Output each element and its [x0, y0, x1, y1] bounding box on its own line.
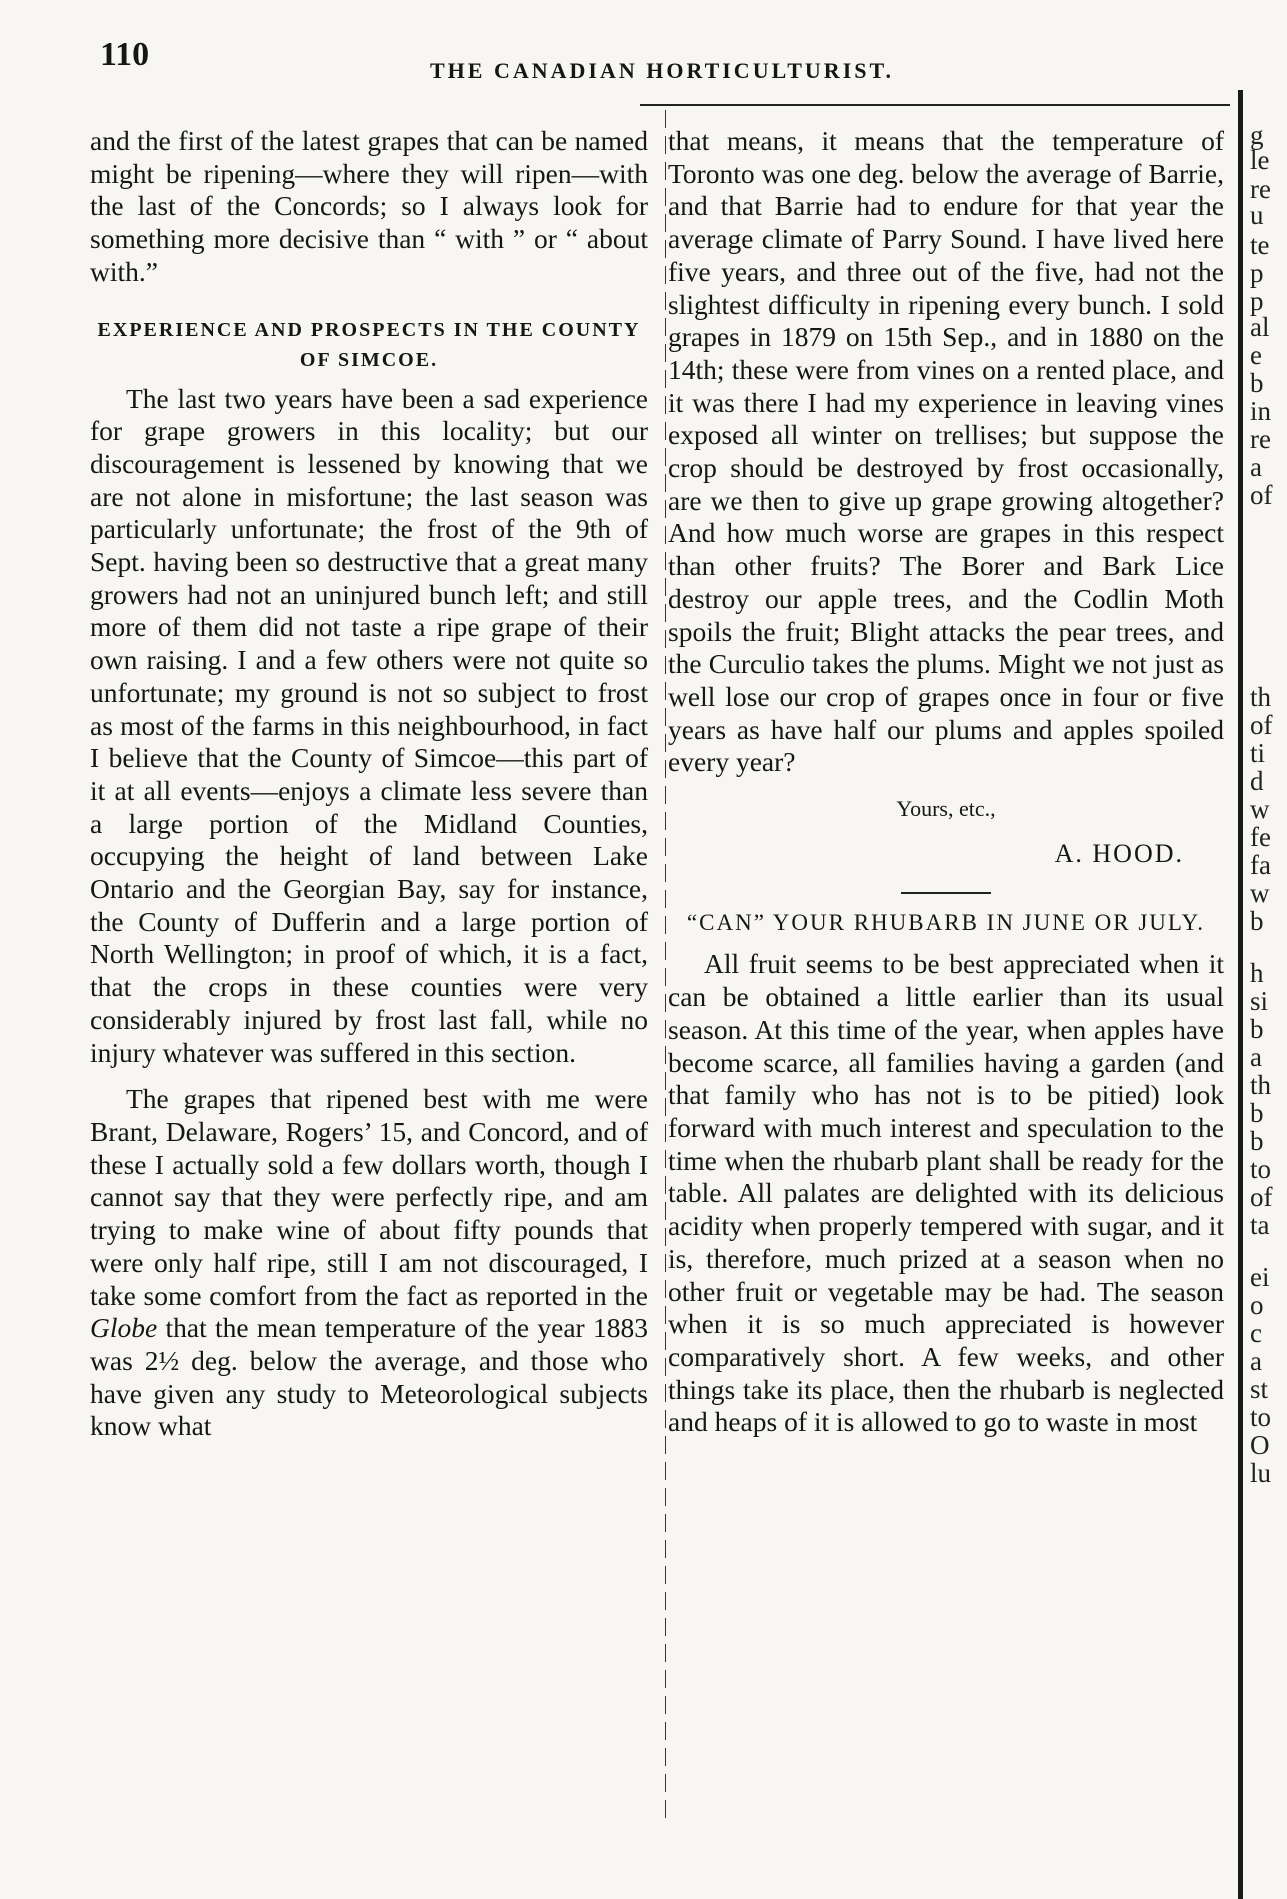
adjacent-page-fragment: a: [1250, 1042, 1262, 1072]
adjacent-page-fragment: ta: [1250, 1210, 1270, 1240]
section-heading-simcoe: EXPERIENCE AND PROSPECTS IN THE COUNTY OF SIMCOE.: [97, 318, 641, 371]
page-number: 110: [100, 36, 150, 73]
section-heading-rhubarb: “CAN” YOUR RHUBARB IN JUNE OR JULY.: [686, 910, 1206, 936]
paragraph-rhubarb: All fruit seems to be best appreciated when it can be obtained a little earlier than its usual season. At this time of the year, when apples have become scarce, all families having a garden (and that family who has not is to be pitied) look forward with much interest and speculation to the time when the rhubarb plant shall be ready for the table. All palates are delighted with its delicious acidity when properly tempered with sugar, and it is, therefore, much prized at a season when no other fruit or vegetable may be had. The season when it is so much appreciated is however comparatively short. A few weeks, and other things take its place, then the rhubarb is neglected and heaps of it is allowed to go to waste in most: [668, 948, 1224, 1438]
adjacent-page-fragment: re: [1250, 424, 1271, 454]
adjacent-page-fragment: a: [1250, 452, 1262, 482]
newspaper-title: Globe: [90, 1312, 158, 1344]
paragraph-simcoe-2-end: that the mean temperature of the year 1883 was 2½ deg. below the average, and those who have given any study to Meteorological subjects know what: [90, 1312, 648, 1442]
adjacent-page-fragment: c: [1250, 1318, 1262, 1348]
header-rule: [640, 104, 1230, 106]
adjacent-page-fragment: si: [1250, 986, 1269, 1016]
paragraph-continued: that means, it means that the temperature of Toronto was one deg. below the average of Barrie, and that Barrie had to endure for that year the average climate of Parry Sound. I have lived here five years, and three out of the five, had not the slightest difficulty in ripening every bunch. I sold grapes in 1879 on 15th Sep., and in 1880 on the 14th; these were from vines on a rented place, and it was there I had my experience in leaving vines exposed all winter on trellises; but suppose the crop should be destroyed by frost occasionally, are we then to give up grape growing altogether? And how much worse are grapes in this respect than other fruits? The Borer and Bark Lice destroy our apple trees, and the Codlin Moth spoils the fruit; Blight attacks the pear trees, and the Curculio takes the plums. Might we not just as well lose our crop of grapes once in four or five years as have half our plums and apples spoiled every year?: [668, 125, 1224, 778]
right-column: [668, 125, 1224, 1439]
adjacent-page-fragment: of: [1250, 1182, 1273, 1212]
adjacent-page-fragment: w: [1250, 878, 1270, 908]
adjacent-page-fragment: st: [1250, 1374, 1269, 1404]
adjacent-page-fragment: fe: [1250, 822, 1271, 852]
column-divider: [665, 110, 666, 1820]
adjacent-page-fragment: b: [1250, 906, 1264, 936]
adjacent-page-fragment: b: [1250, 1098, 1264, 1128]
adjacent-page-fragment: in: [1250, 396, 1272, 426]
page-header: [100, 28, 1220, 88]
adjacent-page-fragment: th: [1250, 1070, 1272, 1100]
adjacent-page-fragment: of: [1250, 710, 1273, 740]
adjacent-page-fragment: b: [1250, 368, 1264, 398]
adjacent-page-fragment: to: [1250, 1154, 1272, 1184]
opening-paragraph: and the first of the latest grapes that can be named might be ripening—where they will ripen—with the last of the Concords; so I always look for something more decisive than “ with ” or “ about with.”: [90, 125, 648, 287]
adjacent-page-fragment: lu: [1250, 1458, 1272, 1488]
left-column: [90, 125, 648, 1443]
adjacent-page-fragment: te: [1250, 230, 1270, 260]
adjacent-page-fragment: h: [1250, 958, 1264, 988]
adjacent-page-fragment: a: [1250, 1346, 1262, 1376]
adjacent-page-fragment: th: [1250, 682, 1272, 712]
adjacent-page-fragment: of: [1250, 480, 1273, 510]
running-title: THE CANADIAN HORTICULTURIST.: [430, 58, 895, 83]
adjacent-page-fragment: e: [1250, 340, 1262, 370]
adjacent-page-fragment: b: [1250, 1014, 1264, 1044]
adjacent-page-fragment: d: [1250, 766, 1264, 796]
adjacent-page-fragment: le: [1250, 145, 1270, 175]
adjacent-page-fragment: ti: [1250, 738, 1266, 768]
letter-signature: A. HOOD.: [1054, 838, 1184, 868]
adjacent-page-fragment: p: [1250, 286, 1264, 316]
adjacent-page-fragment: o: [1250, 1290, 1264, 1320]
adjacent-page-fragment: w: [1250, 794, 1270, 824]
binding-edge: [1238, 90, 1243, 1899]
adjacent-page-fragment: b: [1250, 1126, 1264, 1156]
paragraph-simcoe-2: [90, 1083, 648, 1443]
adjacent-page-fragment: u: [1250, 200, 1264, 230]
paragraph-simcoe-2-start: The grapes that ripened best with me were Brant, Delaware, Rogers’ 15, and Concord, and of these I actually sold a few dollars worth, though I cannot say that they were perfectly ripe, and am trying to make wine of about fifty pounds that were only half ripe, still I am not discouraged, I take some comfort from the fact as reported in the: [90, 1083, 648, 1311]
adjacent-page-fragment: re: [1250, 174, 1271, 204]
adjacent-page-fragment: to: [1250, 1402, 1272, 1432]
adjacent-page-fragment: O: [1250, 1430, 1270, 1460]
adjacent-page-fragment: al: [1250, 312, 1270, 342]
adjacent-page-fragment: fa: [1250, 850, 1271, 880]
section-separator: [901, 892, 991, 894]
letter-closing: Yours, etc.,: [896, 796, 996, 822]
adjacent-page-fragment: g: [1250, 120, 1264, 150]
adjacent-page-fragment: ei: [1250, 1262, 1270, 1292]
adjacent-page-edge: [1236, 90, 1287, 1899]
paragraph-simcoe-1: The last two years have been a sad experience for grape growers in this locality; but our discouragement is lessened by knowing that we are not alone in misfortune; the last season was particularly unfortunate; the frost of the 9th of Sept. having been so destructive that a great many growers had not an uninjured bunch left; and still more of them did not taste a ripe grape of their own raising. I and a few others were not quite so unfortunate; my ground is not so subject to frost as most of the farms in this neighbourhood, in fact I believe that the County of Simcoe—this part of it at all events—enjoys a climate less severe than a large portion of the Midland Counties, occupying the height of land between Lake Ontario and the Georgian Bay, say for instance, the County of Dufferin and a large portion of North Wellington; in proof of which, it is a fact, that the crops in these counties were very considerably injured by frost last fall, while no injury whatever was suffered in this section.: [90, 382, 648, 1068]
adjacent-page-fragment: p: [1250, 258, 1264, 288]
